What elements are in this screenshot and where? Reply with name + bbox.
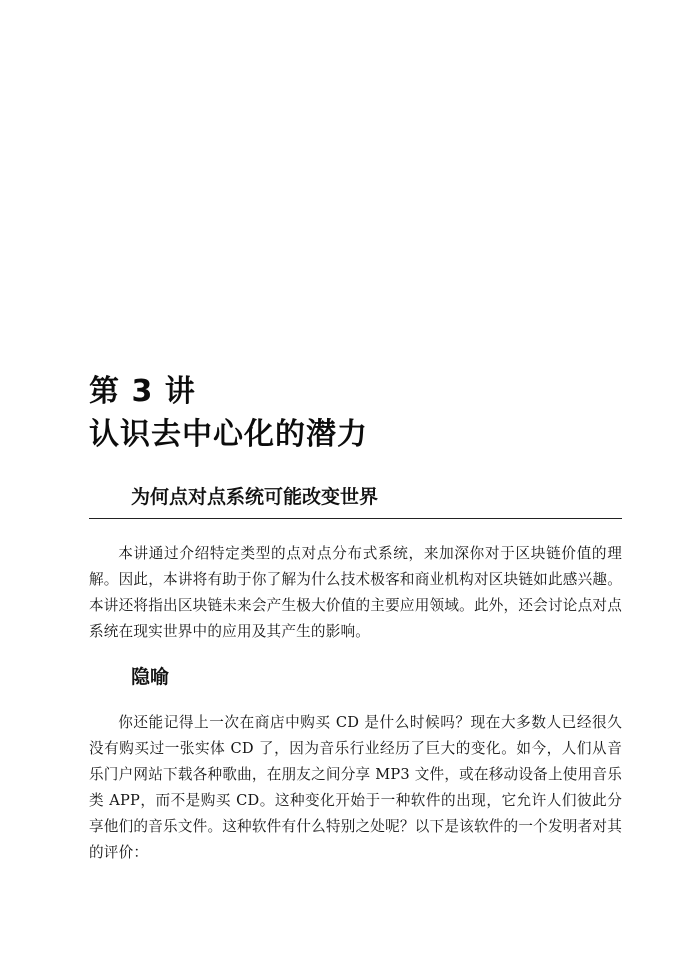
chapter-number: 第 3 讲 <box>89 374 196 409</box>
metaphor-paragraph: 你还能记得上一次在商店中购买 CD 是什么时候吗？现在大多数人已经很久没有购买过一张实体 CD 了，因为音乐行业经历了巨大的变化。如今，人们从音乐门户网站下载各种歌曲，在朋友之间分享 MP3 文件，或在移动设备上使用音乐类 APP，而不是购买 CD。这种变化开始于一种软件的出现，它允许人们彼此分享他们的音乐文件。这种软件有什么特别之处呢？以下是该软件的一个发明者对其的评价： <box>89 714 622 861</box>
intro-paragraph: 本讲通过介绍特定类型的点对点分布式系统，来加深你对于区块链价值的理解。因此，本讲将有助于你了解为什么技术极客和商业机构对区块链如此感兴趣。本讲还将指出区块链未来会产生极大价值的主要应用领域。此外，还会讨论点对点系统在现实世界中的应用及其产生的影响。 <box>89 545 622 640</box>
section-divider <box>89 518 622 519</box>
section-heading: 为何点对点系统可能改变世界 <box>131 486 379 508</box>
subsection-heading: 隐喻 <box>131 666 170 688</box>
chapter-header <box>89 372 629 456</box>
chapter-title: 认识去中心化的潜力 <box>89 417 368 452</box>
